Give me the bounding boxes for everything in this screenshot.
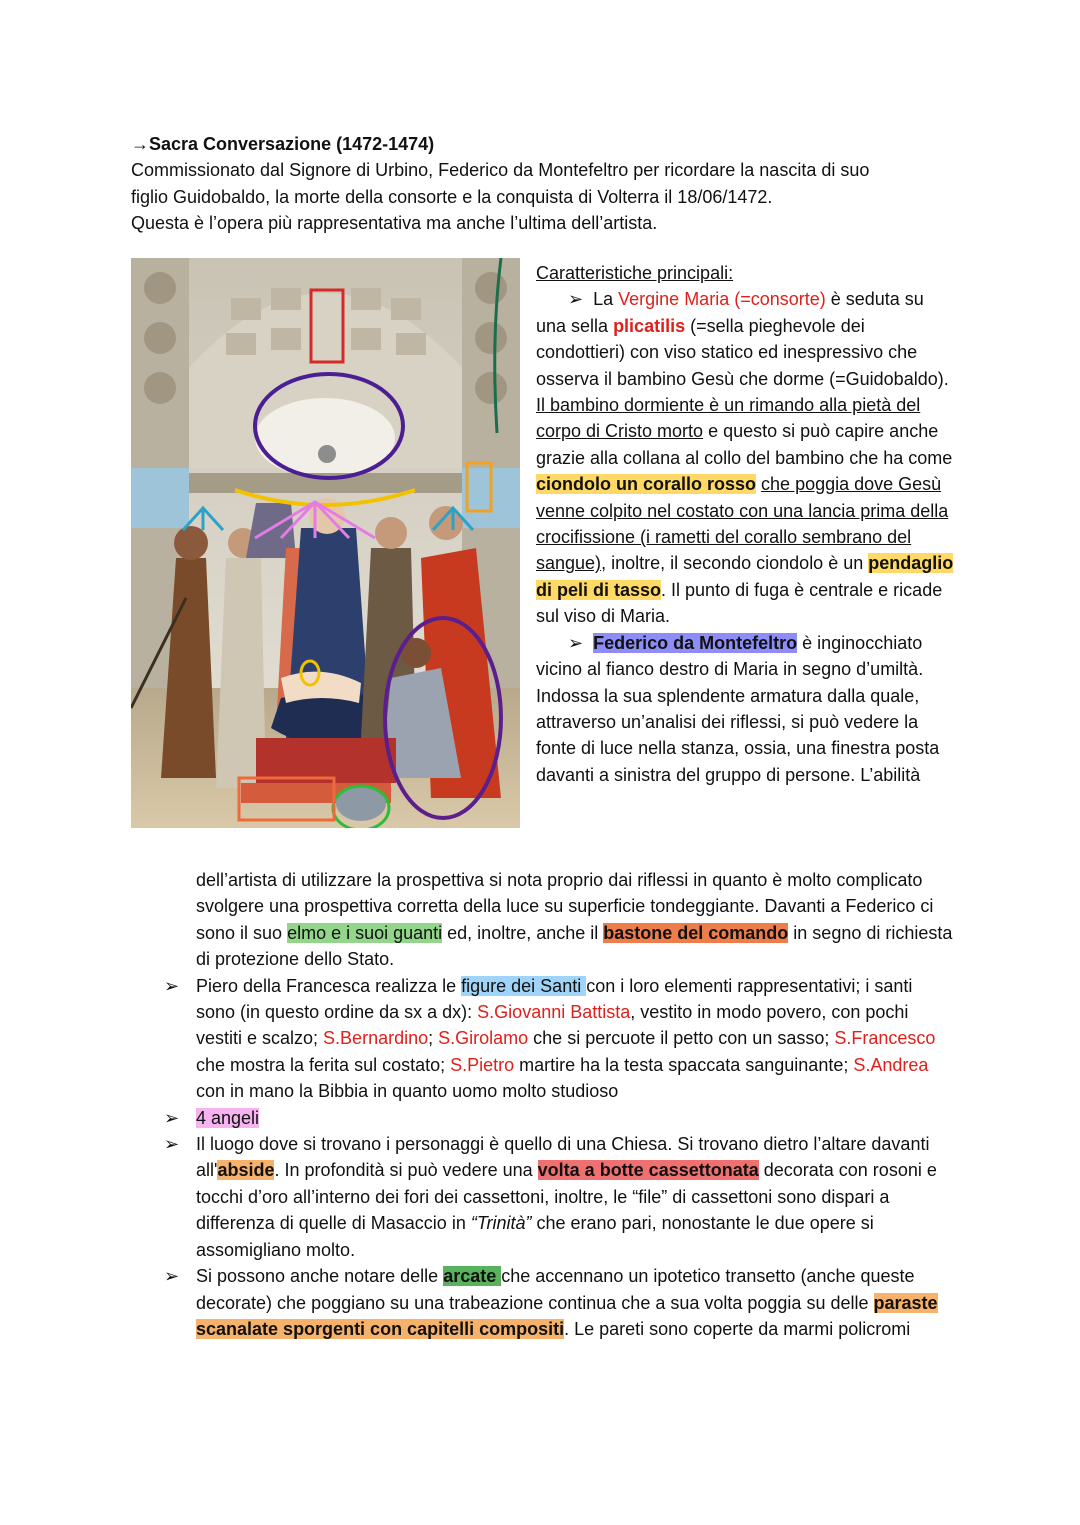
bullet-arrow: ➢ bbox=[164, 1266, 180, 1287]
highlight-arcate: arcate bbox=[443, 1266, 502, 1287]
bullet-angeli bbox=[164, 1105, 954, 1131]
bullet-arrow: ➢ bbox=[164, 1134, 180, 1155]
bullet-arrow: ➢ bbox=[164, 1107, 180, 1128]
bullet-maria: ➢ La Vergine Maria (=consorte) è seduta su una sella plicatilis (=sella pieghevole dei condottieri) con viso statico ed inespressivo che osserva il bambino Gesù che dorme (=Guidobaldo). Il bambino dormiente è un rimando alla pietà del corpo di Cristo morto e questo si può capire anche grazie alla collana al collo del bambino che ha come ciondolo un corallo rosso che poggia dove Gesù venne colpito nel costato con una lancia prima della crocifissione (i rametti del corallo sembrano del sangue), inoltre, il secondo ciondolo è un pendaglio di peli di tasso. Il punto di fuga è centrale e ricade sul viso di Maria. bbox=[536, 289, 954, 627]
highlight-santi: figure dei Santi bbox=[461, 975, 587, 996]
bullet-federico: ➢ Federico da Montefeltro è inginocchiato vicino al fianco destro di Maria in segno d’umiltà. Indossa la sua splendente armatura dalla quale, attraverso un’analisi dei riflessi, si può vedere la fonte di luce nella stanza, ossia, una finestra posta davanti a sinistra del gruppo di persone. L’abilità bbox=[536, 632, 940, 785]
highlight-pendant: pendaglio di peli di tasso bbox=[536, 553, 954, 600]
bullet-arrow: ➢ bbox=[568, 289, 584, 310]
bullet-arrow: ➢ bbox=[568, 632, 584, 653]
bullet-luogo: ➢ Il luogo dove si trovano i personaggi è quello di una Chiesa. Si trovano dietro l’altare davanti all'abside. In profondità si può vedere una volta a botte cassettonata decorata con rosoni e tocchi d’oro all’interno dei fori dei cassettoni, inoltre, le “file” di cassettoni sono dispari a differenza di quelle di Masaccio in “Trinità” che erano pari, nonostante le due opere si assomigliano molto. bbox=[164, 1131, 954, 1263]
intro-line: Questa è l’opera più rappresentativa ma anche l’ultima dell’artista. bbox=[131, 213, 658, 234]
highlight-federico: Federico da Montefeltro bbox=[593, 632, 798, 653]
section-heading: Caratteristiche principali: bbox=[536, 263, 734, 283]
bullet-arcate: ➢ Si possono anche notare delle arcate che accennano un ipotetico transetto (anche queste decorate) che poggiano su una trabeazione continua che a sua volta poggia su delle paraste scanalate sporgenti con capitelli compositi. Le pareti sono coperte da marmi policromi bbox=[164, 1263, 954, 1342]
intro-line: Commissionato dal Signore di Urbino, Federico da Montefeltro per ricordare la nascita di suo bbox=[131, 160, 870, 181]
highlight-volta: volta a botte cassettonata bbox=[537, 1160, 759, 1181]
intro-line: figlio Guidobaldo, la morte della consorte e la conquista di Volterra il 18/06/1472. bbox=[131, 186, 773, 207]
federico-continued: dell’artista di utilizzare la prospettiva si nota proprio dai riflessi in quanto è molto complicato svolgere una prospettiva corretta della luce su superficie tondeggiante. Davanti a Federico ci sono il suo elmo e i suoi guanti ed, inoltre, anche il bastone del comando in segno di richiesta di protezione dello Stato. bbox=[196, 870, 953, 970]
highlight-staff: bastone del comando bbox=[603, 922, 789, 943]
bullet-arrow: ➢ bbox=[164, 975, 180, 996]
highlight-angeli: 4 angeli bbox=[196, 1107, 260, 1128]
page-title: →Sacra Conversazione (1472-1474) bbox=[131, 134, 435, 154]
full-width-column bbox=[164, 867, 954, 1342]
painting-image bbox=[131, 258, 520, 828]
bullet-santi: ➢ Piero della Francesca realizza le figure dei Santi con i loro elementi rappresentativi; i santi sono (in questo ordine da sx a dx): S.Giovanni Battista, vestito in modo povero, con pochi vestiti e scalzo; S.Bernardino; S.Girolamo che si percuote il petto con un sasso; S.Francesco che mostra la ferita sul costato; S.Pietro martire ha la testa spaccata sanguinante; S.Andrea con in mano la Bibbia in quanto uomo molto studioso bbox=[164, 973, 954, 1105]
highlight-paraste: paraste scanalate sporgenti con capitelli compositi bbox=[196, 1292, 938, 1339]
highlight-abside: abside bbox=[217, 1160, 275, 1181]
right-column bbox=[536, 260, 956, 788]
intro-section bbox=[131, 131, 971, 237]
highlight-coral: ciondolo un corallo rosso bbox=[536, 474, 757, 495]
highlight-helmet: elmo e i suoi guanti bbox=[287, 922, 443, 943]
